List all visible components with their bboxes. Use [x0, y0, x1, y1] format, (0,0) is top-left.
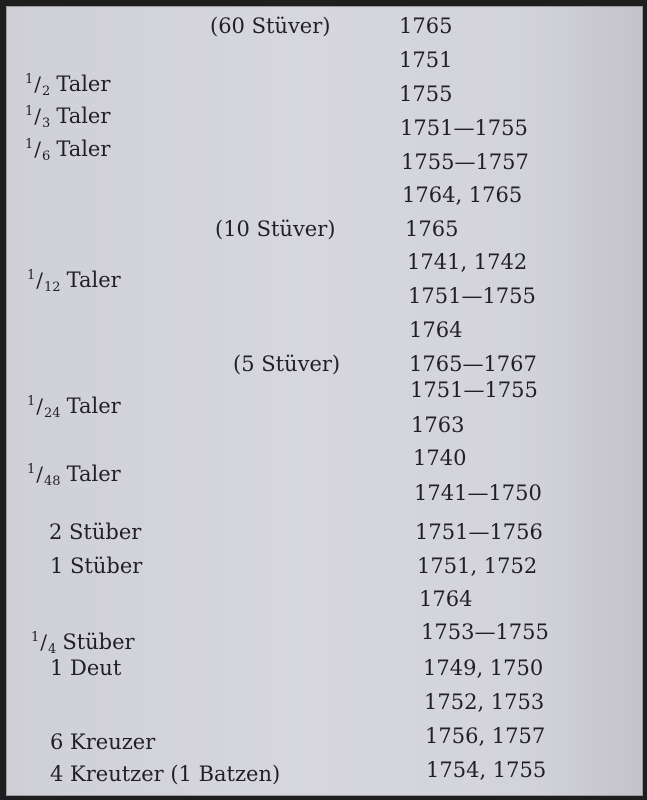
table-row — [7, 9, 642, 43]
table-row — [7, 313, 642, 347]
stuver-note: (60 Stüver) — [210, 14, 331, 38]
denomination-label: Taler — [56, 72, 111, 96]
denomination-label: Taler — [66, 462, 121, 486]
year-range: 1751—1755 — [408, 284, 536, 308]
table-row — [7, 476, 642, 510]
year-range: 1756, 1757 — [425, 724, 546, 748]
table-row — [7, 408, 642, 442]
denomination-label: Taler — [56, 137, 111, 161]
table-row — [7, 279, 642, 313]
fraction: $^1/_4$ — [31, 630, 57, 657]
year-range: 1755 — [399, 82, 453, 106]
table-row — [7, 651, 642, 685]
year-range: 1755—1757 — [401, 150, 529, 174]
table-row — [7, 757, 642, 791]
year-range: 1763 — [411, 413, 465, 437]
year-range: 1741, 1742 — [407, 250, 528, 274]
year-range: 1765—1767 — [409, 352, 537, 376]
year-range: 1765 — [405, 217, 459, 241]
year-range: 1751—1755 — [400, 116, 528, 140]
fraction: $^1/_{48}$ — [27, 462, 61, 489]
fraction: $^1/_2$ — [25, 72, 51, 99]
stuver-note: (10 Stüver) — [215, 217, 336, 241]
denomination-label: 1 Deut — [50, 656, 122, 680]
fraction: $^1/_3$ — [25, 104, 51, 131]
book-page — [6, 6, 643, 796]
denomination-label: Stüber — [62, 630, 135, 654]
fraction: $^1/_6$ — [25, 137, 51, 164]
year-range: 1751, 1752 — [417, 554, 538, 578]
table-row — [7, 145, 642, 179]
year-range: 1754, 1755 — [426, 758, 547, 782]
denomination-label: Taler — [66, 268, 121, 292]
table-row — [7, 549, 642, 583]
year-range: 1764 — [409, 318, 463, 342]
denomination-label: 4 Kreutzer (1 Batzen) — [50, 762, 281, 786]
year-range: 1751—1755 — [410, 378, 538, 402]
fraction: $^1/_{24}$ — [27, 394, 61, 421]
denomination-label: Taler — [66, 394, 121, 418]
stuver-note: (5 Stüver) — [233, 352, 341, 376]
year-range: 1753—1755 — [421, 620, 549, 644]
year-range: 1765 — [399, 14, 453, 38]
year-range: 1741—1750 — [414, 481, 542, 505]
year-range: 1764 — [419, 587, 473, 611]
table-row — [7, 582, 642, 616]
table-row — [7, 515, 642, 549]
table-row — [7, 178, 642, 212]
year-range: 1751—1756 — [415, 520, 543, 544]
denomination-label: 6 Kreuzer — [50, 730, 156, 754]
year-range: 1764, 1765 — [402, 183, 523, 207]
year-range: 1749, 1750 — [423, 656, 544, 680]
year-range: 1751 — [399, 48, 453, 72]
denomination-label: 1 Stüber — [50, 554, 143, 578]
fraction: $^1/_{12}$ — [27, 268, 61, 295]
denomination-label: Taler — [56, 104, 111, 128]
denomination-label: 2 Stüber — [49, 520, 142, 544]
year-range: 1740 — [413, 446, 467, 470]
table-row — [7, 212, 642, 246]
table-row — [7, 621, 642, 655]
table-row — [7, 685, 642, 719]
year-range: 1752, 1753 — [424, 690, 545, 714]
